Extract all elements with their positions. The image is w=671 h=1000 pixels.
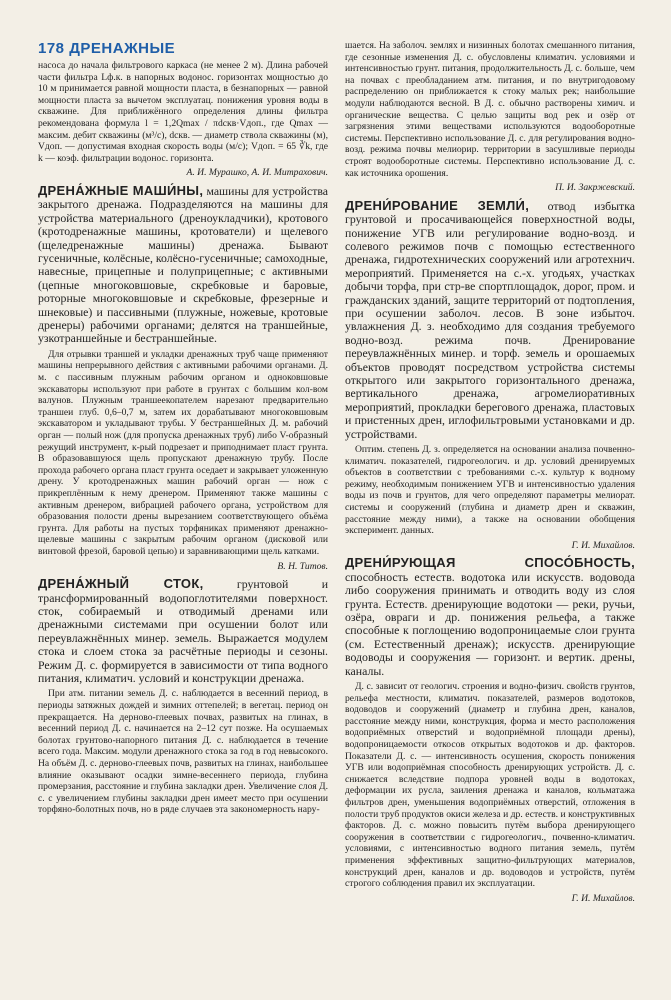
entry-headword: ДРЕНА́ЖНЫЕ МАШИ́НЫ,	[38, 182, 204, 198]
entry-detail: Д. с. зависит от геологич. строения и водно-физич. свойств грунтов, рельефа местности, климатич. показателей, размеров водотоков, водоводов и сооружений (диаметр и глубина дрен, каналов, расстояние между ними, конструкция, форма и место расположения водоприёмных отверстий и водоприёмной площади дрены), водопроницаемости откосов открытых водотоков и др. факторов. Показатели Д. с. — интенсивность осушения, скорость понижения УГВ или водоприёмная способность дренирующих устройств. Д. с. снижается вследствие подпора уровней воды в водотоках, деформации их русла, заиления дренажа и каналов, кольматажа фильтров дрен, уменьшения водоприёмных отверстий, отложения в полости труб продуктов окиси железа и др. естеств. и конструктивных факторов. Д. с. можно повысить путём выбора дренирующего сооружения в соответствии с гидрогеологич., почвенно-климатич. условиями, с интенсивностью водного питания земель, путём применения эффективных защитно-фильтрующих материалов, конструкций дрен, каналов и др. водоводов и устройств, путём строгого соблюдения правил их эксплуатации.	[345, 681, 635, 890]
entry-drainage-capacity	[345, 556, 635, 678]
entry-detail: Для отрывки траншей и укладки дренажных труб чаще применяют машины непрерывного действия с активными рабочими органами. Д. м. с пассивным плужным рабочим органом и одноковшовые экскаваторы используют при работе в грунтах с большим кол-вом валунов. Плужным траншеекопателем нарезают предварительно траншеи глуб. 0,6–0,7 м, затем их дорабатывают многоковшовым экскаватором и укладывают трубы. У бестраншейных Д. м. рабочий орган — полый нож (для пропуска дренажных труб) либо V-образный режущий инструмент, к-рый подрезает и приподнимает пласт грунта. В образовавшуюся щель пропускают дренажную трубу. После прохода рабочего органа пласт грунта оседает и закрывает уложенную дрену. У кротодренажных машин рабочий орган — нож с прикреплённым к нему дренером. Применяют также машины с активным дренером, вибрацией рабочего органа, устройством для образования полости дрены вырезанием соответствующего объёма грунта. Для работы на пустых торфяниках применяют дренажно-щелевые машины с закрытым рабочим органом (дисковой или винтовой фрезой, баровой цепью) и заравнивающими щель катками.	[38, 348, 328, 557]
entry-land-drainage	[345, 199, 635, 441]
entry-headword: ДРЕНИ́РУЮЩАЯ СПОСО́БНОСТЬ,	[345, 555, 635, 571]
entry-text: грунтовой и трансформированный водопоглотителями поверхност. сток, собираемый и отводимый дренами или дренажными системами при осушении болот или переувлажнённых минер. земель. Выражается модулем стока и слоем стока за расчётные периоды и сезоны. Режим Д. с. формируется в зависимости от типа водного питания, климатич. условий и конструкции дренажа.	[38, 577, 329, 685]
author-signature: Г. И. Михайлов.	[571, 539, 635, 551]
entry-drainage-flow	[38, 577, 328, 685]
entry-text: машины для устройства закрытого дренажа. Подразделяются на машины для устройства материального (дреноукладчики), кротового (кротодренажные машины, кротователи) и щелевого (щеледренажные машины) дренажа. Бывают гусеничные, колёсные, колёсно-гусеничные; самоходные, навесные, прицепные и полуприцепные; с активными (цепные многоковшовые, скребковые и баровые, роторные многоковшовые и скребковые, фрезерные и шнековые) и пассивными (плужные, ножевые, кротовые дренеры) рабочими органами; делятся на траншейные, узкотраншейные и бестраншейные.	[38, 183, 329, 346]
running-head	[38, 40, 175, 57]
entry-text: отвод избытка грунтовой и просачивающейся поверхностной воды, понижение УГВ или регулирование водно-возд. и солевого режимов почв с помощью естественного дренажа, гидротехнических сооружений или агротехнич. мероприятий. Применяется на с.-х. угодьях, участках добычи торфа, при стр-ве спортплощадок, дорог, пром. и гражданских зданий, защите территорий от подтопления, при осушении заболоч. лесов. В зоне избыточ. увлажнения Д. з. необходимо для создания требуемого водно-возд. режима почв. Дренирование переувлажнённых минер. и торф. земель и орошаемых объектов проводят посредством устройства системы открытого или закрытого горизонтального дренажа, вертикального дренажа, агромелиоративных мероприятий, прокладки берегового дренажа, пластовых и пристенных дрен, иглофильтровыми установками и др. устройствами.	[345, 198, 635, 441]
right-column	[345, 40, 635, 909]
entry-detail: Оптим. степень Д. з. определяется на основании анализа почвенно-климатич. показателей, гидрогеологич. и др. условий дренируемых объектов в соответствии с требованиями с.-х. культур к водному режиму, необходимым понижением УГВ и интенсивностью удаления воды из почв и грунтов, для чего определяют параметры мелиорат. системы и сооружений (глубина и диаметр дрен и скважин, расстояние между ними), а также на основании обобщения эксперимент. данных.	[345, 444, 635, 537]
entry-detail: При атм. питании земель Д. с. наблюдается в весенний период, в периоды затяжных дождей и зимних оттепелей; в вегетац. период он прекращается. На дерново-глеевых почвах, развитых на глинах, в весенний период Д. с. начинается на 2–12 сут позже. На осушаемых болотах грунтово-напорного питания Д. с. наблюдается в течение всего года. Максим. модули дренажного стока за год в год невысокого. На объём Д. с. дерново-глеевых почв, развитых на глинах, наибольшее влияние оказывают осадки зимне-весеннего периода, глубина промерзания, расстояние и глубина закладки дрен. Увеличение слоя Д. с. с увеличением глубины закладки дрен имеет место при осушении торфяно-болотных почв, но в ряде случаев эта закономерность нару-	[38, 688, 328, 816]
flow-continuation: шается. На заболоч. землях и низинных болотах смешанного питания, где сезонные изменения Д. с. обусловлены климатич. условиями и интенсивностью грунт. питания, продолжительность Д. с. больше, чем на почвах с преобладанием атм. питания, и по внутригодовому распределению он приближается к стоку малых рек; наибольшие модули наблюдаются весной. В Д. с. обычно растворены химич. и органические вещества. С целью защиты вод рек и озёр от загрязнения этими веществами используются водооборотные системы. Перспективно использование Д. с. для регулирования водно-возд. режима почвы мелиорир. территории в засушливые периоды строят водооборотные системы. Перспективно использование Д. с. как источника орошения.	[345, 40, 635, 179]
entry-headword: ДРЕНИ́РОВАНИЕ ЗЕМЛИ́,	[345, 197, 530, 213]
running-head-word: ДРЕНАЖНЫЕ	[69, 40, 176, 57]
filter-paragraph: насоса до начала фильтрового каркаса (не менее 2 м). Длина рабочей части фильтра Lф.к. в напорных водонос. горизонтах мощностью до 10 м принимается равной мощности пласта, в безнапорных — равной мощности пласта за вычетом эксплуатац. понижения уровня воды в скважине. Для приближённого определения длины фильтра рекомендована формула l = 1,2Qmax / πdскв·Vдоп., где Qmax — максим. дебит скважины (м³/с), dскв. — диаметр ствола скважины (м), Vдоп. — допустимая входная скорость воды (м/с); Vдоп. = 65 ∛k, где k — коэф. фильтрации водонос. горизонта.	[38, 60, 328, 164]
author-signature: А. И. Мурашко, А. И. Митрахович.	[186, 167, 328, 179]
author-signature: П. И. Закржевский.	[555, 182, 635, 194]
entry-headword: ДРЕНА́ЖНЫЙ СТОК,	[38, 576, 204, 592]
author-signature: В. Н. Титов.	[277, 560, 328, 572]
author-signature: Г. И. Михайлов.	[571, 892, 635, 904]
entry-text: способность естеств. водотока или искусств. водовода либо сооружения принимать и отводить воду из слоя грунта. Естеств. дренирующие водотоки — реки, ручьи, озёра, овраги и др. понижения рельефа, а также способные к поглощению водопроницаемые слои грунта (см. Естественный дренаж); искусств. дренирующие водоводы и сооружения — горизонт. и вертик. дрены, каналы.	[345, 569, 635, 678]
entry-drainage-machines	[38, 184, 328, 346]
left-column	[38, 60, 328, 819]
page-number: 178	[38, 40, 65, 57]
